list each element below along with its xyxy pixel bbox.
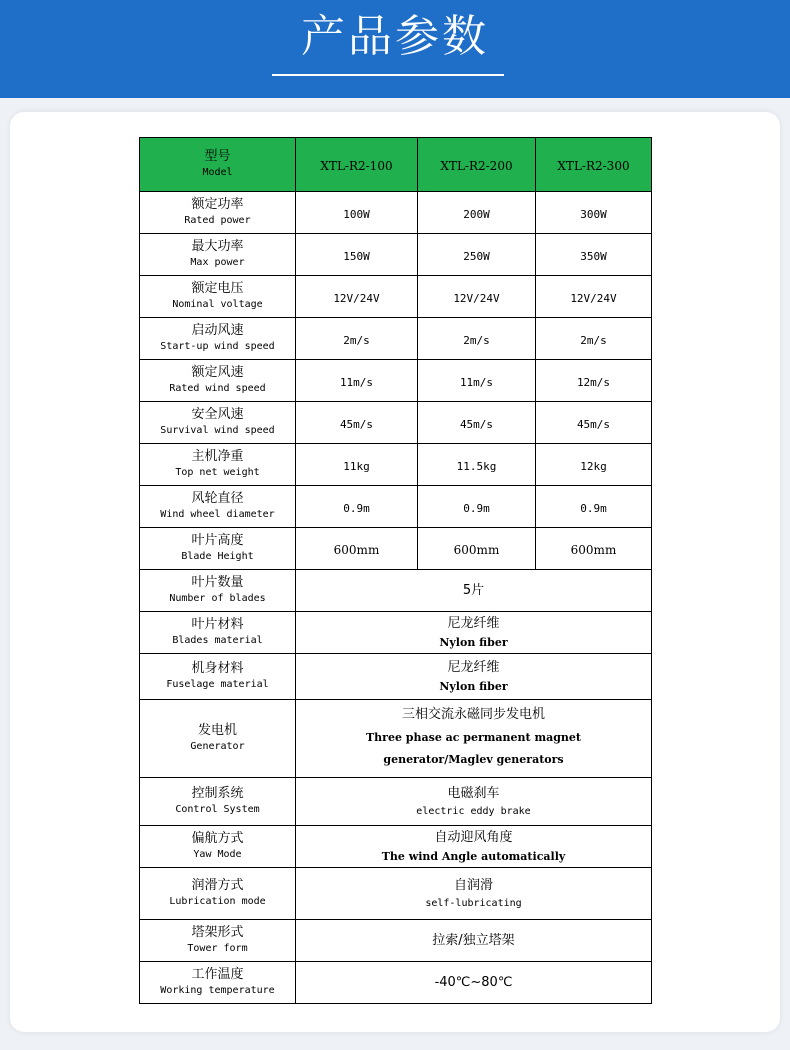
param-value-cell: [296, 778, 652, 826]
param-value: 11m/s: [459, 376, 494, 389]
param-value-cell: [296, 654, 652, 700]
param-label-en: Blades material: [172, 635, 263, 646]
spec-row-merged: [140, 778, 652, 826]
param-value-en: Three phase ac permanent magnet generator/Maglev generators: [366, 730, 581, 766]
param-value: 12m/s: [576, 376, 611, 389]
param-label-en: Rated power: [184, 215, 251, 226]
param-label-cell: [140, 570, 296, 612]
param-label-en: Generator: [190, 741, 245, 752]
param-label-en: Nominal voltage: [172, 299, 263, 310]
param-label-cn: 叶片材料: [191, 617, 244, 632]
param-value-cn: -40℃~80℃: [434, 974, 513, 990]
banner-title: 产品参数: [301, 11, 489, 62]
param-value-cell: [296, 360, 418, 402]
param-value: 600mm: [333, 543, 380, 557]
param-value-cell: [296, 318, 418, 360]
param-label-cn: 机身材料: [191, 661, 244, 676]
spec-row-merged: [140, 654, 652, 700]
spec-row: [140, 318, 652, 360]
param-label-cell: [140, 318, 296, 360]
param-value-en: Nylon fiber: [439, 635, 508, 649]
param-value: 2m/s: [343, 334, 370, 347]
param-value-cell: [418, 276, 536, 318]
spec-row: [140, 234, 652, 276]
param-value-cn: 拉索/独立塔架: [432, 932, 515, 948]
param-value-en: Nylon fiber: [439, 679, 508, 693]
param-label-cn: 塔架形式: [191, 925, 244, 940]
model-cell: [296, 138, 418, 192]
param-value-cell: [536, 360, 652, 402]
param-value: 200W: [463, 208, 490, 221]
spec-row: [140, 402, 652, 444]
param-value-cell: [418, 318, 536, 360]
param-value: 600mm: [453, 543, 500, 557]
param-label-cn: 叶片高度: [191, 533, 244, 548]
model-cell: [418, 138, 536, 192]
param-value-cn: 5片: [462, 582, 485, 598]
param-value-en: electric eddy brake: [416, 805, 531, 817]
header-label-en: Model: [202, 167, 233, 178]
param-value-cell: [418, 486, 536, 528]
param-value: 2m/s: [580, 334, 607, 347]
param-value: 150W: [343, 250, 370, 263]
spec-row: [140, 276, 652, 318]
model-name: XTL-R2-300: [557, 159, 630, 173]
param-label-cell: [140, 778, 296, 826]
header-row: [140, 138, 652, 192]
param-value-cell: [418, 402, 536, 444]
param-value-cell: [418, 360, 536, 402]
param-label-cell: [140, 360, 296, 402]
param-value-cell: [296, 920, 652, 962]
param-value-cell: [296, 612, 652, 654]
param-value-cell: [296, 192, 418, 234]
param-value: 12V/24V: [333, 292, 380, 305]
param-value-cell: [536, 486, 652, 528]
param-label-cell: [140, 700, 296, 778]
model-cell: [536, 138, 652, 192]
param-value-cell: [296, 868, 652, 920]
spec-row-merged: [140, 962, 652, 1004]
param-value-cn: 尼龙纤维: [447, 615, 500, 631]
param-value: 300W: [580, 208, 607, 221]
param-value: 45m/s: [339, 418, 374, 431]
param-value-cell: [536, 234, 652, 276]
param-value-cell: [296, 444, 418, 486]
param-value: 100W: [343, 208, 370, 221]
header-label-cn: 型号: [204, 149, 231, 164]
param-value-cell: [296, 528, 418, 570]
param-label-cn: 润滑方式: [191, 878, 244, 893]
param-value-cell: [536, 402, 652, 444]
param-value-cell: [296, 570, 652, 612]
param-value-cn: 自动迎风角度: [434, 829, 513, 845]
spec-row: [140, 528, 652, 570]
param-value: 600mm: [570, 543, 617, 557]
param-label-cell: [140, 276, 296, 318]
param-value: 350W: [580, 250, 607, 263]
param-label-cell: [140, 920, 296, 962]
param-label-cell: [140, 654, 296, 700]
param-label-cell: [140, 868, 296, 920]
param-value: 0.9m: [463, 502, 490, 515]
param-value: 12V/24V: [453, 292, 500, 305]
param-value: 11m/s: [339, 376, 374, 389]
param-value-cell: [536, 192, 652, 234]
param-label-cell: [140, 486, 296, 528]
param-label-en: Fuselage material: [166, 679, 269, 690]
param-label-cn: 主机净重: [191, 449, 244, 464]
param-label-cn: 安全风速: [191, 407, 244, 422]
param-value: 2m/s: [463, 334, 490, 347]
param-label-en: Control System: [175, 804, 260, 815]
model-name: XTL-R2-100: [320, 159, 393, 173]
param-value: 250W: [463, 250, 490, 263]
param-label-en: Survival wind speed: [160, 425, 275, 436]
param-value-en: The wind Angle automatically: [381, 849, 566, 863]
param-value: 11.5kg: [456, 460, 497, 473]
param-value-cell: [418, 444, 536, 486]
spec-row-merged: [140, 920, 652, 962]
param-label-cell: [140, 612, 296, 654]
param-value: 45m/s: [459, 418, 494, 431]
param-value-cn: 电磁刹车: [447, 785, 500, 801]
param-value: 12V/24V: [570, 292, 617, 305]
param-label-cell: [140, 826, 296, 868]
spec-row: [140, 192, 652, 234]
param-value: 12kg: [580, 460, 607, 473]
param-label-cn: 偏航方式: [191, 831, 244, 846]
param-value-cn: 尼龙纤维: [447, 659, 500, 675]
param-label-cell: [140, 402, 296, 444]
spec-table: [139, 137, 652, 1004]
spec-row-merged: [140, 826, 652, 868]
param-value-cell: [296, 234, 418, 276]
param-value: 11kg: [343, 460, 370, 473]
param-label-cn: 最大功率: [191, 239, 244, 254]
banner-underline: [272, 74, 504, 76]
param-label-cn: 叶片数量: [191, 575, 244, 590]
param-value-cell: [536, 276, 652, 318]
param-label-en: Tower form: [187, 943, 248, 954]
spec-row: [140, 444, 652, 486]
param-label-en: Number of blades: [169, 593, 266, 604]
param-label-cn: 额定电压: [191, 281, 244, 296]
param-label-cn: 风轮直径: [191, 491, 244, 506]
param-label-en: Blade Height: [181, 551, 254, 562]
param-value: 0.9m: [343, 502, 370, 515]
param-label-cell: [140, 528, 296, 570]
param-label-cn: 控制系统: [191, 786, 244, 801]
param-value: 0.9m: [580, 502, 607, 515]
param-value-cell: [296, 486, 418, 528]
param-value-en: self-lubricating: [425, 897, 522, 909]
param-value-cell: [536, 444, 652, 486]
param-value-cell: [296, 700, 652, 778]
param-value-cell: [296, 826, 652, 868]
param-label-en: Lubrication mode: [169, 896, 266, 907]
spec-row-merged: [140, 570, 652, 612]
param-label-en: Working temperature: [160, 985, 275, 996]
param-label-cn: 额定风速: [191, 365, 244, 380]
param-value-cn: 自润滑: [453, 877, 493, 893]
param-value: 45m/s: [576, 418, 611, 431]
spec-row-merged: [140, 612, 652, 654]
param-label-en: Wind wheel diameter: [160, 509, 275, 520]
param-value-cn: 三相交流永磁同步发电机: [401, 706, 545, 722]
spec-row-merged: [140, 868, 652, 920]
param-label-cell: [140, 234, 296, 276]
param-label-en: Yaw Mode: [193, 849, 242, 860]
param-label-en: Rated wind speed: [169, 383, 266, 394]
param-value-cell: [418, 528, 536, 570]
param-label-en: Max power: [190, 257, 245, 268]
param-label-cell: [140, 192, 296, 234]
spec-row-merged: [140, 700, 652, 778]
param-label-en: Top net weight: [175, 467, 260, 478]
param-value-cell: [536, 528, 652, 570]
top-banner: [0, 0, 790, 98]
param-label-cn: 额定功率: [191, 197, 244, 212]
param-label-cn: 启动风速: [191, 323, 244, 338]
param-value-cell: [296, 962, 652, 1004]
spec-row: [140, 486, 652, 528]
param-label-cell: [140, 962, 296, 1004]
param-value-cell: [296, 276, 418, 318]
param-label-cn: 工作温度: [191, 967, 244, 982]
param-value-cell: [418, 192, 536, 234]
param-label-en: Start-up wind speed: [160, 341, 275, 352]
param-label-cn: 发电机: [197, 723, 237, 738]
model-name: XTL-R2-200: [440, 159, 513, 173]
param-value-cell: [418, 234, 536, 276]
header-label-cell: [140, 138, 296, 192]
param-label-cell: [140, 444, 296, 486]
param-value-cell: [536, 318, 652, 360]
spec-row: [140, 360, 652, 402]
param-value-cell: [296, 402, 418, 444]
